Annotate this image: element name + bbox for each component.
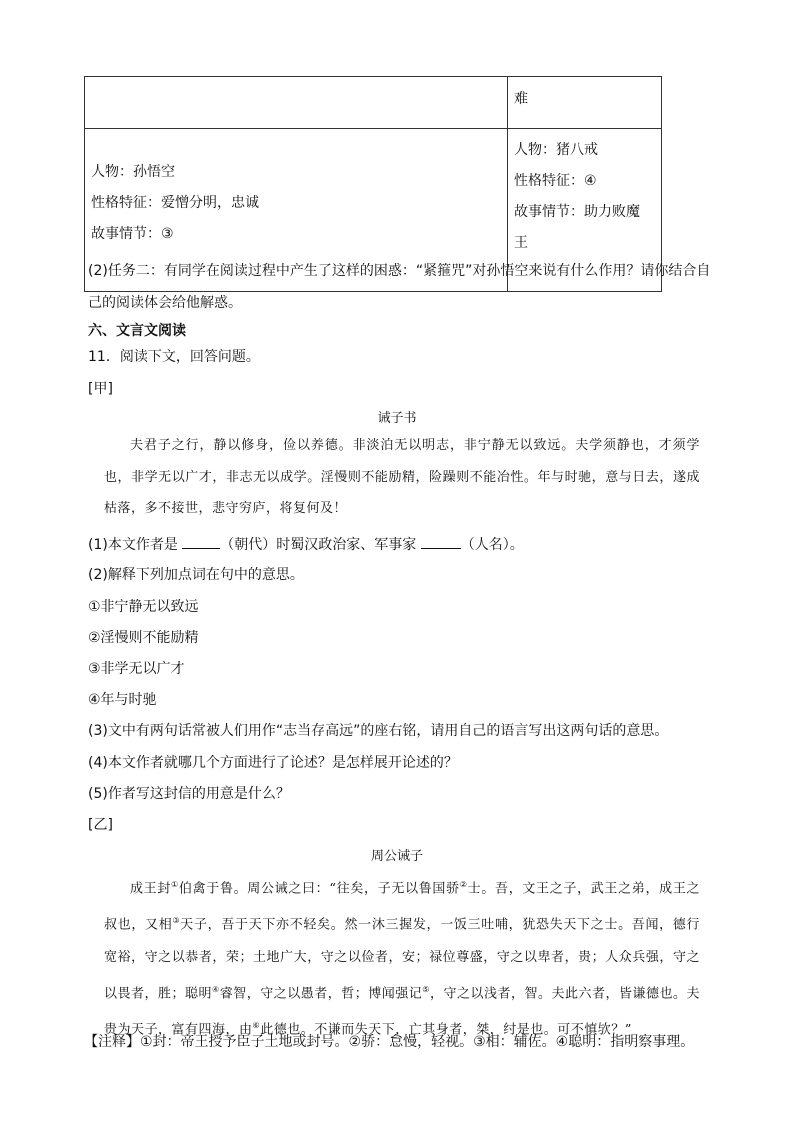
question-3: (3)文中有两句话常被人们用作“志当存高远”的座右铭，请用自己的语言写出这两句话的意思。 xyxy=(88,723,669,739)
question-2-item-2: ②淫慢则不能励精 xyxy=(88,630,199,646)
question-2-item-3: ③非学无以广才 xyxy=(88,661,185,677)
annotation-note: 【注释】①封：帝王授予臣子土地或封号。②骄：怠慢，轻视。③相：辅佐。④聪明：指明察事理。 xyxy=(84,1034,695,1050)
yi-text-c: 士。吾，文王之子，武王之弟，成王之叔也，又相 xyxy=(104,881,701,933)
yi-text-g: 此德也。不谦而失天下，亡其身者，桀，纣是也。可不慎欤？” xyxy=(260,1022,632,1038)
passage-yi-label: [乙] xyxy=(88,817,113,833)
sunwukong-traits: 性格特征：爱憎分明，忠诚 xyxy=(91,195,259,211)
table-cell-top-right: 难 xyxy=(508,77,662,129)
yi-text-f: ，守之以浅者，智。夫此六者，皆谦德也。夫贵为天子，富有四海，由 xyxy=(104,985,701,1038)
zhubajie-plot-cont: 王 xyxy=(514,235,528,251)
yi-text-e: 睿智，守之以愚者，哲；博闻强记 xyxy=(219,985,423,1001)
passage-jia-label: [甲] xyxy=(88,381,113,397)
question-1 xyxy=(88,534,524,554)
passage-yi-paragraph xyxy=(104,869,700,1046)
passage-jia-title: 诫子书 xyxy=(377,411,417,426)
passage-jia-text xyxy=(104,430,700,525)
sunwukong-plot: 故事情节：③ xyxy=(91,226,174,242)
footnote-marker-2: ② xyxy=(459,880,468,889)
answer-blank-dynasty[interactable] xyxy=(182,534,220,549)
yi-text-b: 伯禽于鲁。周公诫之曰：“往矣，子无以鲁国骄 xyxy=(178,881,460,897)
answer-blank-name[interactable] xyxy=(421,534,461,549)
yi-text-a: 成王封 xyxy=(130,881,172,897)
q1-part-b: （朝代）时蜀汉政治家、军事家 xyxy=(220,537,421,553)
zhubajie-traits: 性格特征：④ xyxy=(514,173,597,189)
passage-yi-title: 周公诫子 xyxy=(370,849,423,864)
task2-line1: (2)任务二：有同学在阅读过程中产生了这样的困惑：“紧箍咒”对孙悟空来说有什么作用？请你结合自 xyxy=(88,263,711,279)
passage-jia-paragraph: 夫君子之行，静以修身，俭以养德。非淡泊无以明志，非宁静无以致远。夫学须静也，才须学也，非学无以广才，非志无以成学。淫慢则不能励精，险躁则不能冶性。年与时驰，意与日去，遂成枯落，多不接世，悲守穷庐，将复何及！ xyxy=(104,438,700,516)
section-heading: 六、文言文阅读 xyxy=(88,323,186,339)
question-11: 11．阅读下文，回答问题。 xyxy=(88,349,260,365)
table-cell-empty xyxy=(85,77,508,129)
q1-part-c: （人名）。 xyxy=(460,537,524,553)
footnote-marker-6: ⑥ xyxy=(252,1020,261,1030)
footnote-marker-5: ⑤ xyxy=(422,984,430,994)
yi-text-d: 天子，吾于天下亦不轻矣。然一沐三握发，一饭三吐哺，犹恐失天下之士。吾闻，德行宽裕，守之以恭者，荣；土地广大，守之以俭者，安；禄位尊盛，守之以卑者，贵；人众兵强，守之以畏者，胜；聪明 xyxy=(104,917,700,1001)
sunwukong-name: 人物：孙悟空 xyxy=(91,164,175,180)
footnote-marker-1: ① xyxy=(171,880,179,889)
zhubajie-name: 人物：猪八戒 xyxy=(514,142,598,158)
footnote-marker-3: ③ xyxy=(172,916,181,926)
question-2: (2)解释下列加点词在句中的意思。 xyxy=(88,567,304,583)
task2-line2: 己的阅读体会给他解惑。 xyxy=(88,295,242,311)
passage-yi-text xyxy=(104,869,700,1046)
question-2-item-4: ④年与时驰 xyxy=(88,692,157,708)
zhubajie-plot: 故事情节：助力败魔 xyxy=(514,204,640,220)
footnote-marker-4: ④ xyxy=(212,984,220,994)
q1-part-a: (1)本文作者是 xyxy=(88,537,183,553)
question-4: (4)本文作者就哪几个方面进行了论述？是怎样展开论述的？ xyxy=(88,755,458,771)
question-2-item-1: ①非宁静无以致远 xyxy=(88,599,199,615)
question-5: (5)作者写这封信的用意是什么？ xyxy=(88,786,290,802)
